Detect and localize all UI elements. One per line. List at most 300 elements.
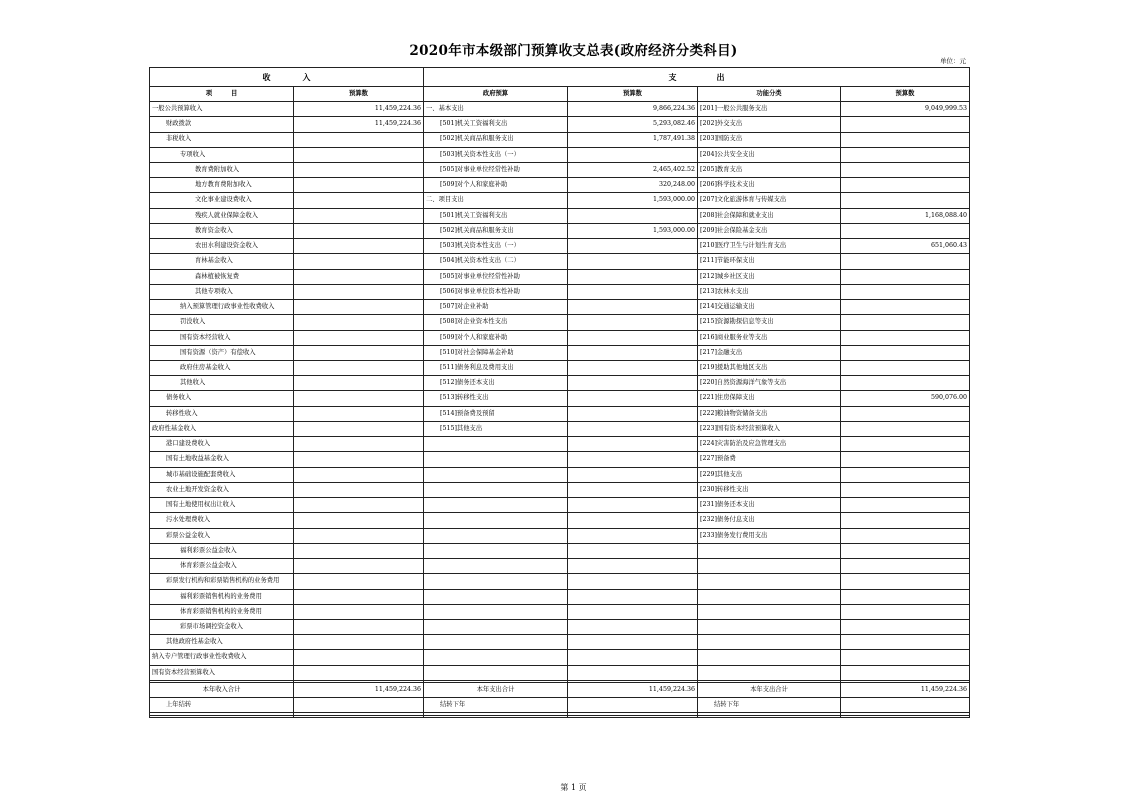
gov-budget: 2,465,402.52 [568, 162, 698, 177]
table-row [150, 589, 970, 604]
func-item [698, 604, 841, 619]
func-item: [219]援助其他地区支出 [698, 361, 841, 376]
gov-item: [501]机关工资福利支出 [424, 208, 568, 223]
expense-header: 支 出 [424, 68, 970, 87]
gov-item: [505]对事业单位经常性补助 [424, 162, 568, 177]
income-header: 收 入 [150, 68, 424, 87]
income-item: 农业土地开发资金收入 [150, 482, 294, 497]
table-row [150, 391, 970, 406]
func-budget [841, 269, 970, 284]
gov-item: [509]对个人和家庭补助 [424, 330, 568, 345]
income-budget [294, 345, 424, 360]
gov-budget [568, 406, 698, 421]
gov-item [424, 452, 568, 467]
income-item: 政府住房基金收入 [150, 361, 294, 376]
income-budget [294, 239, 424, 254]
func-budget [841, 528, 970, 543]
gov-budget [568, 650, 698, 665]
income-total-label: 本年收入合计 [150, 683, 294, 698]
table-row [150, 604, 970, 619]
income-item: 育林基金收入 [150, 254, 294, 269]
gov-item: [512]债务还本支出 [424, 376, 568, 391]
table-row [150, 635, 970, 650]
gov-budget: 1,593,000.00 [568, 223, 698, 238]
gov-item [424, 650, 568, 665]
func-item: [222]粮油物资储备支出 [698, 406, 841, 421]
func-item: [233]债务发行费用支出 [698, 528, 841, 543]
page-title: 2020年市本级部门预算收支总表(政府经济分类科目) [409, 43, 738, 59]
gov-budget [568, 574, 698, 589]
gov-item: [510]对社会保障基金补助 [424, 345, 568, 360]
income-item: 纳入预算管理行政事业性收费收入 [150, 300, 294, 315]
income-item: 其他专项收入 [150, 284, 294, 299]
func-item: [217]金融支出 [698, 345, 841, 360]
func-budget [841, 178, 970, 193]
table-row [150, 147, 970, 162]
gov-budget [568, 330, 698, 345]
gov-item [424, 498, 568, 513]
func-budget [841, 513, 970, 528]
func-item [698, 650, 841, 665]
gov-budget [568, 482, 698, 497]
gov-item [424, 620, 568, 635]
gov-item [424, 589, 568, 604]
func-item: [232]债务付息支出 [698, 513, 841, 528]
carry-next-func-label: 结转下年 [698, 698, 841, 713]
table-row [150, 421, 970, 436]
carry-next-func-value [841, 698, 970, 713]
func-item: [220]自然资源海洋气象等支出 [698, 376, 841, 391]
table-row [150, 498, 970, 513]
gov-item [424, 543, 568, 558]
func-item: [215]资源勘探信息等支出 [698, 315, 841, 330]
func-item: [207]文化旅游体育与传媒支出 [698, 193, 841, 208]
func-budget [841, 574, 970, 589]
income-item: 罚没收入 [150, 315, 294, 330]
income-budget [294, 528, 424, 543]
table-row [150, 620, 970, 635]
income-budget [294, 665, 424, 680]
income-budget [294, 604, 424, 619]
func-budget [841, 406, 970, 421]
gov-item [424, 513, 568, 528]
func-budget [841, 589, 970, 604]
gov-item: [506]对事业单位资本性补助 [424, 284, 568, 299]
income-item: 其他收入 [150, 376, 294, 391]
func-item: [224]灾害防治及应急管理支出 [698, 437, 841, 452]
unit-label: 单位：元 [940, 57, 966, 65]
gov-budget [568, 528, 698, 543]
income-item: 残疾人就业保障金收入 [150, 208, 294, 223]
income-budget [294, 254, 424, 269]
gov-item [424, 665, 568, 680]
gov-budget [568, 604, 698, 619]
empty-cell [150, 715, 294, 717]
empty-cell [568, 715, 698, 717]
income-item: 国有资本经营收入 [150, 330, 294, 345]
income-item: 森林植被恢复费 [150, 269, 294, 284]
func-budget [841, 498, 970, 513]
carry-next-gov-value [568, 698, 698, 713]
income-item: 政府性基金收入 [150, 421, 294, 436]
gov-item [424, 604, 568, 619]
gov-item: [503]机关资本性支出（一） [424, 239, 568, 254]
gov-item: [507]对企业补助 [424, 300, 568, 315]
gov-item: [505]对事业单位经常性补助 [424, 269, 568, 284]
income-item: 国有土地使用权出让收入 [150, 498, 294, 513]
func-item: [209]社会保险基金支出 [698, 223, 841, 238]
func-budget [841, 284, 970, 299]
blank-row [150, 715, 970, 717]
gov-budget [568, 635, 698, 650]
gov-item: [511]债务利息及费用支出 [424, 361, 568, 376]
table-row [150, 376, 970, 391]
gov-budget [568, 421, 698, 436]
func-item: [223]国有资本经营预算收入 [698, 421, 841, 436]
empty-cell [294, 715, 424, 717]
table-row [150, 239, 970, 254]
func-budget [841, 665, 970, 680]
func-budget [841, 452, 970, 467]
table-row [150, 467, 970, 482]
income-budget [294, 193, 424, 208]
func-item: [230]转移性支出 [698, 482, 841, 497]
func-budget [841, 650, 970, 665]
table-row [150, 437, 970, 452]
table-row [150, 574, 970, 589]
col-header-func: 功能分类 [698, 86, 841, 101]
func-budget [841, 132, 970, 147]
func-budget [841, 421, 970, 436]
income-budget [294, 635, 424, 650]
func-item: [205]教育支出 [698, 162, 841, 177]
income-budget [294, 391, 424, 406]
func-item [698, 574, 841, 589]
func-budget [841, 437, 970, 452]
income-budget [294, 208, 424, 223]
func-budget [841, 330, 970, 345]
gov-budget [568, 284, 698, 299]
gov-budget: 5,293,082.46 [568, 117, 698, 132]
income-budget [294, 650, 424, 665]
gov-item: [502]机关商品和服务支出 [424, 132, 568, 147]
totals-row [150, 683, 970, 698]
gov-total-label: 本年支出合计 [424, 683, 568, 698]
func-budget [841, 467, 970, 482]
income-item: 体育彩票销售机构的业务费用 [150, 604, 294, 619]
gov-budget [568, 620, 698, 635]
gov-budget [568, 147, 698, 162]
empty-cell [841, 715, 970, 717]
table-row [150, 361, 970, 376]
gov-budget [568, 315, 698, 330]
income-item: 国有资本经营预算收入 [150, 665, 294, 680]
income-item: 纳入专户管理行政事业性收费收入 [150, 650, 294, 665]
gov-budget [568, 559, 698, 574]
func-item: [212]城乡社区支出 [698, 269, 841, 284]
gov-item: 一、基本支出 [424, 102, 568, 117]
gov-item [424, 574, 568, 589]
gov-budget [568, 665, 698, 680]
gov-budget [568, 452, 698, 467]
income-item: 文化事业建设费收入 [150, 193, 294, 208]
func-item: [216]商业服务业等支出 [698, 330, 841, 345]
gov-budget [568, 300, 698, 315]
func-item [698, 543, 841, 558]
func-item: [204]公共安全支出 [698, 147, 841, 162]
carry-row [150, 698, 970, 713]
header-row-top [150, 68, 970, 87]
income-budget [294, 132, 424, 147]
income-item: 财政拨款 [150, 117, 294, 132]
gov-budget: 1,593,000.00 [568, 193, 698, 208]
income-item: 福利彩票销售机构的业务费用 [150, 589, 294, 604]
gov-item [424, 437, 568, 452]
gov-item: [509]对个人和家庭补助 [424, 178, 568, 193]
income-budget [294, 330, 424, 345]
gov-budget [568, 589, 698, 604]
gov-item: [513]转移性支出 [424, 391, 568, 406]
income-budget [294, 406, 424, 421]
gov-budget: 1,787,491.38 [568, 132, 698, 147]
income-item: 体育彩票公益金收入 [150, 559, 294, 574]
income-item: 一般公共预算收入 [150, 102, 294, 117]
func-budget: 1,168,088.40 [841, 208, 970, 223]
income-budget [294, 559, 424, 574]
func-budget [841, 147, 970, 162]
func-item: [208]社会保障和就业支出 [698, 208, 841, 223]
table-row [150, 162, 970, 177]
income-item: 教育费附加收入 [150, 162, 294, 177]
func-budget [841, 300, 970, 315]
gov-budget [568, 437, 698, 452]
table-row [150, 208, 970, 223]
income-budget [294, 437, 424, 452]
func-budget [841, 162, 970, 177]
func-item [698, 620, 841, 635]
table-row [150, 102, 970, 117]
gov-budget [568, 391, 698, 406]
func-budget [841, 315, 970, 330]
income-budget [294, 498, 424, 513]
table-row [150, 117, 970, 132]
income-item: 国有资源（资产）有偿收入 [150, 345, 294, 360]
carry-prev-value [294, 698, 424, 713]
table-row [150, 482, 970, 497]
func-item: [229]其他支出 [698, 467, 841, 482]
gov-budget [568, 239, 698, 254]
table-body [150, 68, 970, 718]
gov-item: [515]其他支出 [424, 421, 568, 436]
income-budget [294, 421, 424, 436]
income-budget [294, 361, 424, 376]
empty-cell [698, 715, 841, 717]
func-item: [202]外交支出 [698, 117, 841, 132]
income-item: 彩票发行机构和彩票销售机构的业务费用 [150, 574, 294, 589]
gov-budget [568, 208, 698, 223]
func-budget [841, 345, 970, 360]
col-header-income-budget: 预算数 [294, 86, 424, 101]
income-item: 福利彩票公益金收入 [150, 543, 294, 558]
gov-item [424, 635, 568, 650]
table-row [150, 452, 970, 467]
income-item: 债务收入 [150, 391, 294, 406]
gov-item [424, 482, 568, 497]
func-total-label: 本年支出合计 [698, 683, 841, 698]
income-item: 彩票公益金收入 [150, 528, 294, 543]
func-item: [203]国防支出 [698, 132, 841, 147]
table-row [150, 178, 970, 193]
income-budget [294, 300, 424, 315]
func-budget [841, 635, 970, 650]
gov-budget [568, 513, 698, 528]
gov-item: [508]对企业资本性支出 [424, 315, 568, 330]
col-header-func-budget: 预算数 [841, 86, 970, 101]
table-row [150, 406, 970, 421]
carry-next-gov-label: 结转下年 [424, 698, 568, 713]
income-item: 教育资金收入 [150, 223, 294, 238]
income-budget [294, 376, 424, 391]
table-row [150, 223, 970, 238]
func-budget [841, 193, 970, 208]
func-budget [841, 376, 970, 391]
func-budget [841, 117, 970, 132]
col-header-gov-budget: 预算数 [568, 86, 698, 101]
income-budget [294, 467, 424, 482]
table-row [150, 330, 970, 345]
income-budget [294, 574, 424, 589]
table-row [150, 528, 970, 543]
income-item: 专项收入 [150, 147, 294, 162]
income-item: 转移性收入 [150, 406, 294, 421]
income-budget [294, 620, 424, 635]
table-row [150, 665, 970, 680]
income-budget [294, 162, 424, 177]
income-total-value: 11,459,224.36 [294, 683, 424, 698]
income-budget [294, 284, 424, 299]
income-budget: 11,459,224.36 [294, 102, 424, 117]
col-header-gov: 政府预算 [424, 86, 568, 101]
header-row-columns [150, 86, 970, 101]
table-row [150, 345, 970, 360]
income-budget [294, 178, 424, 193]
gov-budget [568, 467, 698, 482]
gov-budget [568, 543, 698, 558]
func-budget [841, 559, 970, 574]
func-budget [841, 620, 970, 635]
table-row [150, 193, 970, 208]
income-item: 地方教育费附加收入 [150, 178, 294, 193]
income-budget [294, 482, 424, 497]
income-item: 污水处理费收入 [150, 513, 294, 528]
func-budget [841, 604, 970, 619]
func-budget [841, 254, 970, 269]
func-budget [841, 482, 970, 497]
func-item [698, 559, 841, 574]
income-budget [294, 452, 424, 467]
gov-item: [514]预备费及预留 [424, 406, 568, 421]
func-item: [206]科学技术支出 [698, 178, 841, 193]
income-item: 国有土地收益基金收入 [150, 452, 294, 467]
income-item: 其他政府性基金收入 [150, 635, 294, 650]
gov-item [424, 528, 568, 543]
gov-budget: 9,866,224.36 [568, 102, 698, 117]
gov-budget [568, 498, 698, 513]
gov-budget [568, 376, 698, 391]
gov-item: [501]机关工资福利支出 [424, 117, 568, 132]
table-row [150, 132, 970, 147]
income-budget [294, 513, 424, 528]
func-budget [841, 543, 970, 558]
income-item: 农田水利建设资金收入 [150, 239, 294, 254]
table-row [150, 300, 970, 315]
gov-budget [568, 361, 698, 376]
income-item: 港口建设费收入 [150, 437, 294, 452]
func-item [698, 589, 841, 604]
func-item: [221]住房保障支出 [698, 391, 841, 406]
income-item: 城市基础设施配套费收入 [150, 467, 294, 482]
income-budget [294, 315, 424, 330]
func-item: [231]债务还本支出 [698, 498, 841, 513]
gov-item: [504]机关资本性支出（二） [424, 254, 568, 269]
gov-budget [568, 269, 698, 284]
gov-item: 二、项目支出 [424, 193, 568, 208]
income-budget [294, 269, 424, 284]
func-budget [841, 223, 970, 238]
table-row [150, 559, 970, 574]
gov-total-value: 11,459,224.36 [568, 683, 698, 698]
income-item: 非税收入 [150, 132, 294, 147]
gov-item: [503]机关资本性支出（一） [424, 147, 568, 162]
income-budget [294, 147, 424, 162]
income-budget [294, 223, 424, 238]
table-row [150, 315, 970, 330]
func-item: [213]农林水支出 [698, 284, 841, 299]
func-item: [227]预备费 [698, 452, 841, 467]
table-row [150, 513, 970, 528]
table-row [150, 269, 970, 284]
func-budget: 9,049,999.53 [841, 102, 970, 117]
func-item: [201]一般公共服务支出 [698, 102, 841, 117]
table-row [150, 284, 970, 299]
func-item [698, 635, 841, 650]
col-header-item: 项 目 [150, 86, 294, 101]
gov-item [424, 467, 568, 482]
func-item: [210]医疗卫生与计划生育支出 [698, 239, 841, 254]
gov-budget: 320,248.00 [568, 178, 698, 193]
gov-budget [568, 345, 698, 360]
func-budget: 590,076.00 [841, 391, 970, 406]
gov-item [424, 559, 568, 574]
func-item: [214]交通运输支出 [698, 300, 841, 315]
func-budget [841, 361, 970, 376]
func-item [698, 665, 841, 680]
income-budget: 11,459,224.36 [294, 117, 424, 132]
func-budget: 651,060.43 [841, 239, 970, 254]
func-total-value: 11,459,224.36 [841, 683, 970, 698]
income-budget [294, 543, 424, 558]
income-budget [294, 589, 424, 604]
budget-table [149, 67, 970, 718]
func-item: [211]节能环保支出 [698, 254, 841, 269]
income-item: 彩票市场调控资金收入 [150, 620, 294, 635]
page-number: 第 1 页 [560, 783, 587, 792]
table-row [150, 650, 970, 665]
gov-budget [568, 254, 698, 269]
table-row [150, 254, 970, 269]
empty-cell [424, 715, 568, 717]
carry-prev-label: 上年结转 [150, 698, 294, 713]
